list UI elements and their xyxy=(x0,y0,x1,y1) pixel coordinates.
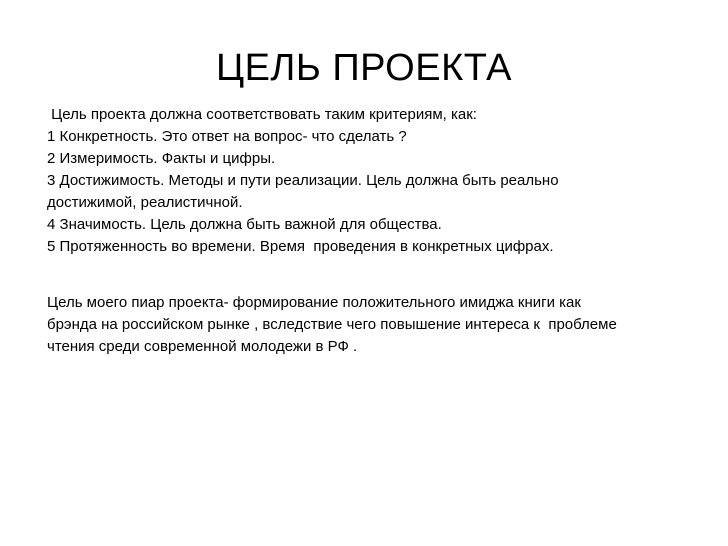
criterion-line: достижимой, реалистичной. xyxy=(47,194,243,211)
criterion-line: 3 Достижимость. Методы и пути реализации. Цель должна быть реально xyxy=(47,172,559,189)
criterion-line: 1 Конкретность. Это ответ на вопрос- что сделать ? xyxy=(47,128,407,145)
criterion-line: 2 Измеримость. Факты и цифры. xyxy=(47,150,276,167)
goal-line: Цель моего пиар проекта- формирование положительного имиджа книги как xyxy=(47,294,581,311)
goal-line: чтения среди современной молодежи в РФ . xyxy=(47,338,358,355)
criterion-line: 5 Протяженность во времени. Время проведения в конкретных цифрах. xyxy=(47,238,554,255)
goal-line: брэнда на российском рынке , вследствие чего повышение интереса к проблеме xyxy=(47,316,617,333)
criterion-line: 4 Значимость. Цель должна быть важной для общества. xyxy=(47,216,442,233)
paragraph-spacer xyxy=(47,258,707,292)
slide-body xyxy=(47,104,707,358)
slide-title: ЦЕЛЬ ПРОЕКТА xyxy=(215,47,513,89)
criteria-intro: Цель проекта должна соответствовать таким критериям, как: xyxy=(47,106,477,123)
